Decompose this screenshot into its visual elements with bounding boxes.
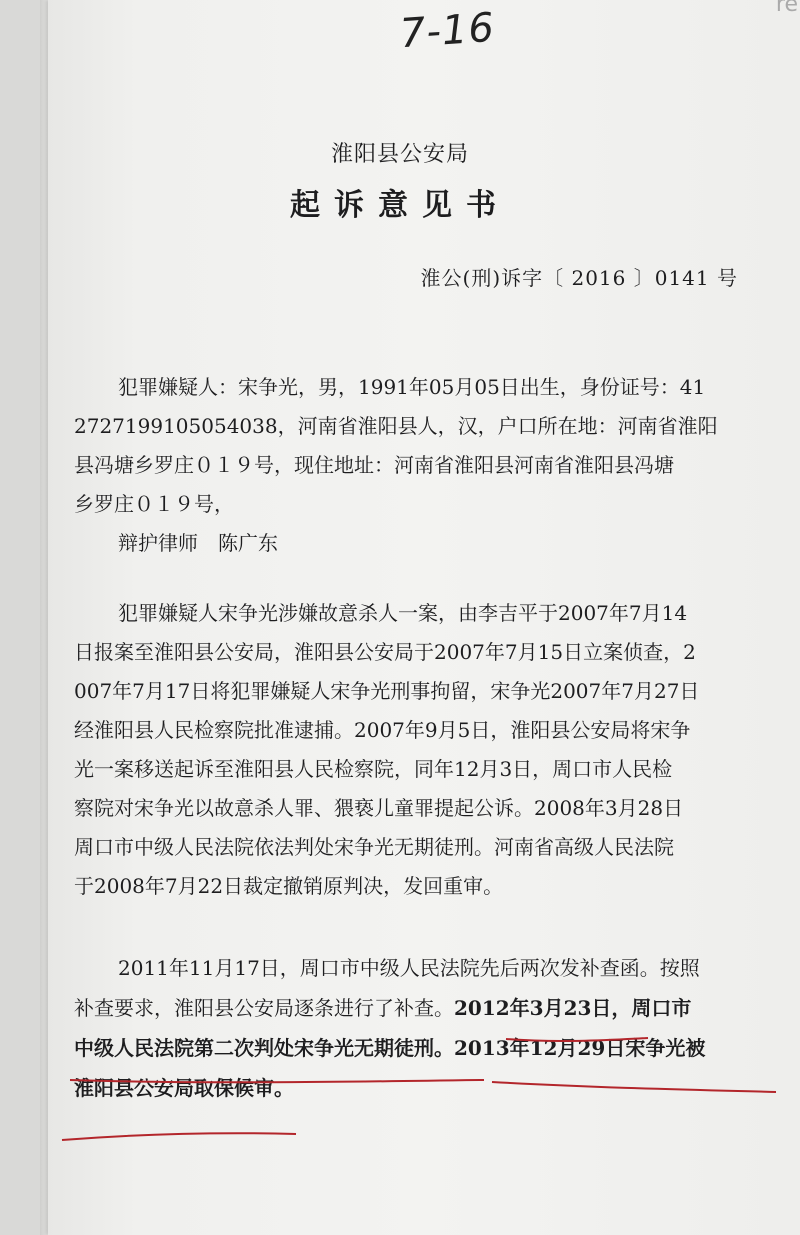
- corner-mark-icon: re: [775, 0, 798, 17]
- followup-line-3: 中级人民法院第二次判处宋争光无期徒刑。2013年12月29日宋争光被: [74, 1036, 706, 1060]
- handwritten-page-number: 7-16: [398, 4, 497, 58]
- followup-paragraph: [74, 948, 774, 1108]
- case-history-paragraph: [74, 594, 774, 906]
- document-title: 起诉意见书: [290, 188, 510, 223]
- followup-line-2-bold: 2012年3月23日，周口市: [454, 996, 692, 1020]
- case-line-8: 于2008年7月22日裁定撤销原判决，发回重审。: [74, 874, 504, 898]
- suspect-line-3: 县冯塘乡罗庄０１９号，现住地址：河南省淮阳县河南省淮阳县冯塘: [74, 453, 674, 477]
- case-line-3: 007年7月17日将犯罪嫌疑人宋争光刑事拘留，宋争光2007年7月27日: [74, 679, 700, 703]
- followup-line-1: 2011年11月17日，周口市中级人民法院先后两次发补查函。按照: [118, 956, 700, 980]
- document-number: 淮公(刑)诉字〔 2016 〕0141 号: [420, 266, 738, 290]
- suspect-line-2: 2727199105054038，河南省淮阳县人，汉，户口所在地：河南省淮阳: [74, 414, 718, 438]
- case-line-2: 日报案至淮阳县公安局，淮阳县公安局于2007年7月15日立案侦查，2: [74, 640, 696, 664]
- followup-line-2-plain: 补查要求，淮阳县公安局逐条进行了补查。: [74, 996, 454, 1020]
- suspect-info-paragraph: [74, 368, 774, 563]
- case-line-5: 光一案移送起诉至淮阳县人民检察院，同年12月3日，周口市人民检: [74, 757, 673, 781]
- suspect-line-1: 犯罪嫌疑人：宋争光，男，1991年05月05日出生，身份证号：41: [118, 375, 706, 399]
- defense-lawyer-line: 辩护律师 陈广东: [118, 531, 278, 555]
- suspect-line-4: 乡罗庄０１９号，: [74, 492, 234, 516]
- case-line-7: 周口市中级人民法院依法判处宋争光无期徒刑。河南省高级人民法院: [74, 835, 674, 859]
- case-line-4: 经淮阳县人民检察院批准逮捕。2007年9月5日，淮阳县公安局将宋争: [74, 718, 691, 742]
- issuing-agency: 淮阳县公安局: [330, 142, 469, 167]
- case-line-1: 犯罪嫌疑人宋争光涉嫌故意杀人一案，由李吉平于2007年7月14: [118, 601, 688, 625]
- case-line-6: 察院对宋争光以故意杀人罪、猥亵儿童罪提起公诉。2008年3月28日: [74, 796, 684, 820]
- followup-line-2: [74, 988, 774, 1028]
- followup-line-4: 淮阳县公安局取保候审。: [74, 1076, 294, 1100]
